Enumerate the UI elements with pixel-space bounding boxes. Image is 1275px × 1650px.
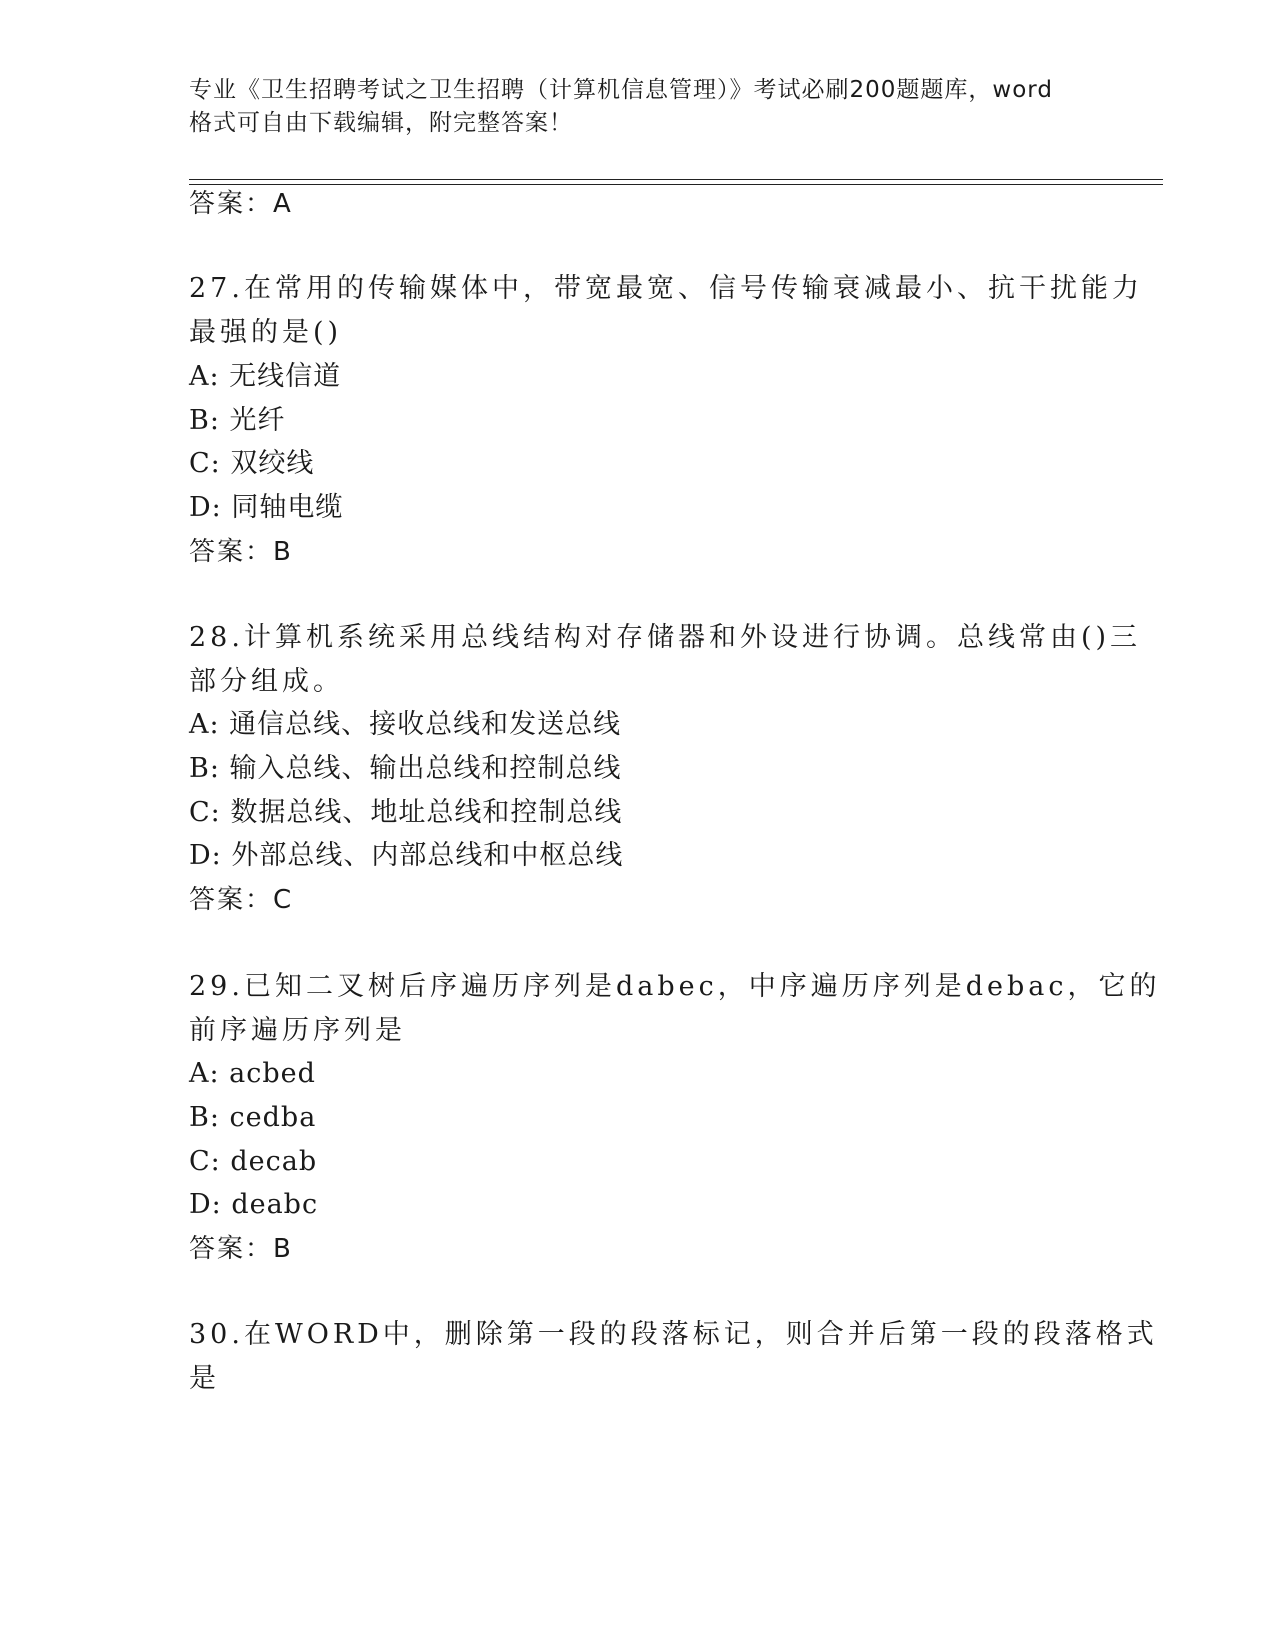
- document-header: [189, 74, 1089, 140]
- question-27-option-d: D: 同轴电缆: [189, 492, 344, 523]
- question-30-text-line-2: 是: [189, 1363, 220, 1394]
- question-29-option-a: A: acbed: [189, 1058, 316, 1089]
- question-29-text-line-2: 前序遍历序列是: [189, 1015, 406, 1046]
- question-29-option-d: D: deabc: [189, 1189, 319, 1220]
- question-29-text-line-1: 29.已知二叉树后序遍历序列是dabec，中序遍历序列是debac，它的: [189, 971, 1161, 1002]
- previous-answer: 答案：A: [189, 189, 293, 219]
- header-line-1: 专业《卫生招聘考试之卫生招聘（计算机信息管理）》考试必刷200题题库，word: [189, 77, 1053, 103]
- question-28-text-line-1: 28.计算机系统采用总线结构对存储器和外设进行协调。总线常由()三: [189, 622, 1142, 653]
- question-28-option-d: D: 外部总线、内部总线和中枢总线: [189, 840, 624, 871]
- question-29-option-b: B: cedba: [189, 1102, 317, 1133]
- question-28-option-c: C: 数据总线、地址总线和控制总线: [189, 797, 623, 828]
- question-29-option-c: C: decab: [189, 1146, 318, 1177]
- question-27-text-line-2: 最强的是(): [189, 317, 343, 348]
- question-29-answer: 答案：B: [189, 1234, 293, 1264]
- question-30-text-line-1: 30.在WORD中，删除第一段的段落标记，则合并后第一段的段落格式: [189, 1319, 1158, 1350]
- question-28-option-a: A: 通信总线、接收总线和发送总线: [189, 709, 622, 740]
- header-divider-top: [189, 179, 1163, 180]
- question-27-option-b: B: 光纤: [189, 405, 286, 436]
- header-divider-bottom: [189, 184, 1163, 185]
- question-28-answer: 答案：C: [189, 885, 294, 915]
- question-27-text-line-1: 27.在常用的传输媒体中，带宽最宽、信号传输衰减最小、抗干扰能力: [189, 273, 1143, 304]
- question-27-answer: 答案：B: [189, 537, 293, 567]
- header-line-2: 格式可自由下载编辑，附完整答案！: [189, 110, 573, 136]
- question-27-option-a: A: 无线信道: [189, 361, 342, 392]
- question-28-option-b: B: 输入总线、输出总线和控制总线: [189, 753, 622, 784]
- question-28-text-line-2: 部分组成。: [189, 666, 344, 697]
- question-27-option-c: C: 双绞线: [189, 448, 315, 479]
